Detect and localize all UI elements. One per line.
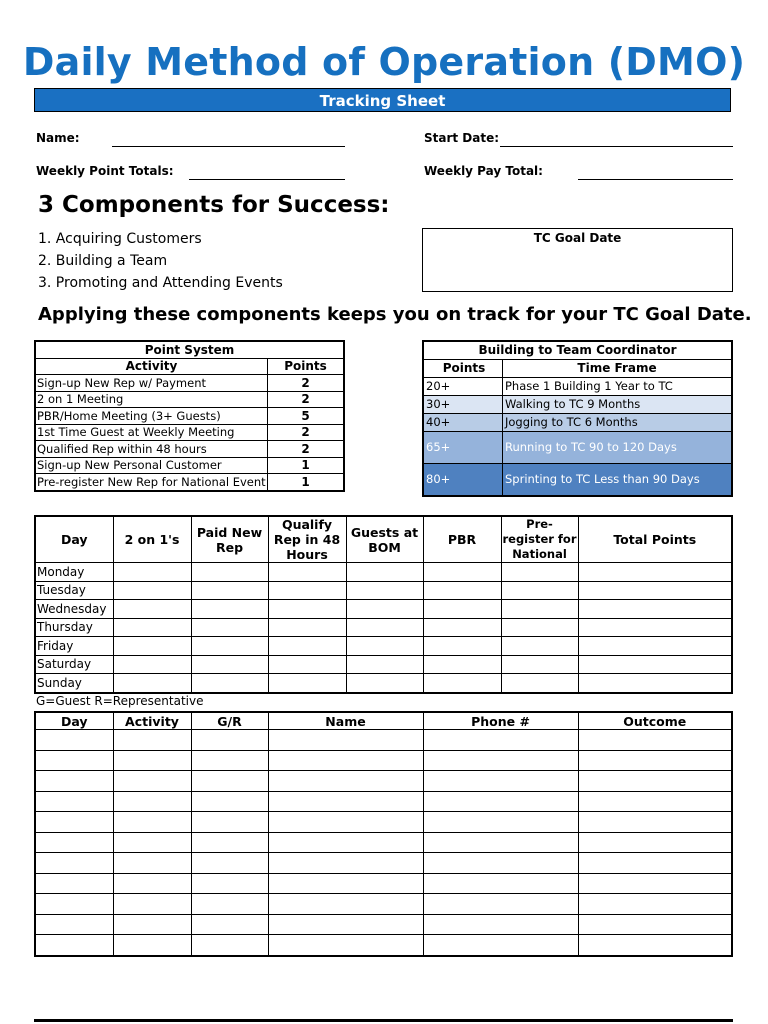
log-cell[interactable] [191,873,268,894]
log-cell[interactable] [113,935,191,956]
weekly-cell[interactable] [578,618,732,637]
tc-timeframe: Running to TC 90 to 120 Days [503,432,733,464]
point-activity: Pre-register New Rep for National Event [37,474,266,489]
weekly-header: Paid New Rep [191,516,268,563]
log-cell[interactable] [423,730,578,751]
weekly-pay-label: Weekly Pay Total: [424,164,543,178]
weekly-cell[interactable] [501,637,578,656]
log-cell[interactable] [191,771,268,792]
weekly-cell[interactable] [268,600,346,619]
log-cell[interactable] [191,730,268,751]
weekly-cell[interactable] [191,674,268,693]
weekly-cell[interactable] [191,618,268,637]
tc-row [423,432,732,464]
log-cell[interactable] [268,812,423,833]
log-cell[interactable] [578,914,732,935]
tc-points: 65+ [423,432,503,464]
weekly-header: Total Points [578,516,732,563]
weekly-cell[interactable] [346,563,423,582]
weekly-cell[interactable] [423,637,501,656]
weekly-row [35,581,732,600]
weekly-cell[interactable] [268,581,346,600]
log-cell[interactable] [578,832,732,853]
log-cell[interactable] [35,935,113,956]
weekly-cell[interactable] [423,655,501,674]
log-row [35,894,732,915]
log-cell[interactable] [578,894,732,915]
log-cell[interactable] [191,853,268,874]
weekly-header: Guests at BOM [346,516,423,563]
log-cell[interactable] [268,873,423,894]
tc-points: 20+ [423,378,503,396]
point-row [35,391,344,408]
tc-points: 40+ [423,414,503,432]
weekly-cell[interactable] [268,655,346,674]
weekly-header: PBR [423,516,501,563]
log-cell[interactable] [35,771,113,792]
log-header: Activity [113,712,191,730]
log-cell[interactable] [268,853,423,874]
log-cell[interactable] [35,873,113,894]
tc-timeframe: Jogging to TC 6 Months [503,414,733,432]
weekly-cell[interactable] [501,600,578,619]
component-item: 1. Acquiring Customers [38,231,202,247]
log-cell[interactable] [191,935,268,956]
tc-timeframe: Walking to TC 9 Months [503,396,733,414]
log-cell[interactable] [35,914,113,935]
weekly-cell[interactable] [501,563,578,582]
log-cell[interactable] [113,771,191,792]
weekly-cell[interactable] [578,637,732,656]
weekly-cell[interactable] [578,600,732,619]
point-activity: Sign-up New Personal Customer [35,457,268,474]
log-cell[interactable] [423,914,578,935]
log-cell[interactable] [113,730,191,751]
points-header: Points [268,358,345,375]
tc-points: 30+ [423,396,503,414]
log-cell[interactable] [423,853,578,874]
weekly-cell[interactable] [268,563,346,582]
tc-timeframe: Phase 1 Building 1 Year to TC [503,378,733,396]
team-coordinator-title: Building to Team Coordinator [423,341,732,360]
log-cell[interactable] [113,873,191,894]
point-value: 2 [268,375,345,392]
tc-points-header: Points [423,360,503,378]
log-cell[interactable] [578,791,732,812]
weekly-pay-field[interactable] [578,179,733,180]
weekly-row [35,618,732,637]
weekly-points-label: Weekly Point Totals: [36,164,174,178]
point-row [35,408,344,425]
weekly-cell[interactable] [578,674,732,693]
log-cell[interactable] [113,894,191,915]
log-cell[interactable] [268,771,423,792]
weekly-header: Pre-register for National [502,517,577,561]
log-cell[interactable] [268,914,423,935]
log-cell[interactable] [268,750,423,771]
log-cell[interactable] [35,894,113,915]
weekly-cell[interactable] [501,674,578,693]
log-cell[interactable] [578,873,732,894]
log-cell[interactable] [191,832,268,853]
weekly-day: Thursday [35,618,113,637]
tc-row [423,414,732,432]
point-activity: 2 on 1 Meeting [35,391,268,408]
log-cell[interactable] [268,791,423,812]
weekly-day: Friday [35,637,113,656]
log-cell[interactable] [423,873,578,894]
log-header: G/R [191,712,268,730]
log-cell[interactable] [191,791,268,812]
bottom-divider [34,1019,733,1022]
log-header: Phone # [423,712,578,730]
tc-goal-date-box[interactable] [422,228,733,292]
component-item: 2. Building a Team [38,253,168,269]
point-row [35,457,344,474]
weekly-cell[interactable] [423,674,501,693]
weekly-cell[interactable] [346,674,423,693]
activity-log-table [34,711,733,957]
log-cell[interactable] [113,853,191,874]
applying-statement: Applying these components keeps you on track for your TC Goal Date. [38,304,752,325]
point-activity: Sign-up New Rep w/ Payment [35,375,268,392]
point-row [35,375,344,392]
log-cell[interactable] [35,832,113,853]
legend-text: G=Guest R=Representative [36,694,204,708]
log-cell[interactable] [423,791,578,812]
log-row [35,935,732,956]
tc-points: 80+ [423,464,503,497]
log-cell[interactable] [113,832,191,853]
name-label: Name: [36,131,80,145]
weekly-day: Wednesday [35,600,113,619]
tc-goal-date-label: TC Goal Date [533,231,622,245]
weekly-cell[interactable] [113,563,191,582]
log-cell[interactable] [35,812,113,833]
log-cell[interactable] [35,750,113,771]
weekly-tracking-table [34,515,733,694]
weekly-cell[interactable] [501,581,578,600]
log-cell[interactable] [113,791,191,812]
log-row [35,730,732,751]
weekly-cell[interactable] [113,637,191,656]
team-coordinator-table [422,340,733,497]
log-row [35,812,732,833]
log-cell[interactable] [423,832,578,853]
weekly-row [35,655,732,674]
log-row [35,832,732,853]
log-cell[interactable] [268,894,423,915]
tc-row [423,378,732,396]
weekly-points-field[interactable] [189,179,345,180]
weekly-cell[interactable] [191,600,268,619]
point-row [35,441,344,458]
log-row [35,873,732,894]
tc-row [423,464,732,497]
weekly-cell[interactable] [113,674,191,693]
name-field[interactable] [112,146,345,147]
components-heading: 3 Components for Success: [38,192,390,218]
log-header: Day [35,712,113,730]
weekly-cell[interactable] [191,637,268,656]
log-cell[interactable] [423,771,578,792]
log-cell[interactable] [268,730,423,751]
log-row [35,791,732,812]
weekly-cell[interactable] [423,618,501,637]
weekly-row [35,563,732,582]
point-value: 2 [268,424,345,441]
point-activity: Qualified Rep within 48 hours [35,441,268,458]
log-cell[interactable] [578,750,732,771]
log-cell[interactable] [268,935,423,956]
weekly-cell[interactable] [191,581,268,600]
point-value: 2 [268,441,345,458]
weekly-cell[interactable] [501,655,578,674]
point-value: 2 [268,391,345,408]
log-cell[interactable] [578,812,732,833]
log-row [35,750,732,771]
weekly-cell[interactable] [268,637,346,656]
weekly-cell[interactable] [501,618,578,637]
point-row [35,474,344,491]
log-cell[interactable] [35,853,113,874]
tc-timeframe: Sprinting to TC Less than 90 Days [503,464,733,497]
log-cell[interactable] [423,812,578,833]
weekly-day: Saturday [35,655,113,674]
weekly-row [35,674,732,693]
log-cell[interactable] [191,914,268,935]
log-cell[interactable] [423,935,578,956]
log-cell[interactable] [268,832,423,853]
point-system-table [34,340,345,492]
weekly-row [35,637,732,656]
weekly-cell[interactable] [346,581,423,600]
weekly-cell[interactable] [423,581,501,600]
weekly-header: Day [35,516,113,563]
log-cell[interactable] [578,853,732,874]
weekly-day: Monday [35,563,113,582]
tracking-sheet-banner: Tracking Sheet [34,88,731,112]
weekly-cell[interactable] [113,581,191,600]
log-cell[interactable] [191,750,268,771]
tc-row [423,396,732,414]
log-row [35,771,732,792]
page-title: Daily Method of Operation (DMO) [22,40,746,84]
point-row [35,424,344,441]
log-cell[interactable] [191,894,268,915]
component-item: 3. Promoting and Attending Events [38,275,283,291]
weekly-cell[interactable] [191,655,268,674]
log-row [35,914,732,935]
weekly-cell[interactable] [346,655,423,674]
weekly-cell[interactable] [578,581,732,600]
weekly-cell[interactable] [346,618,423,637]
start-date-field[interactable] [500,146,733,147]
log-cell[interactable] [578,771,732,792]
weekly-day: Tuesday [35,581,113,600]
weekly-cell[interactable] [423,563,501,582]
weekly-header: 2 on 1's [113,516,191,563]
log-cell[interactable] [578,730,732,751]
point-system-title: Point System [35,341,344,358]
log-row [35,853,732,874]
point-value: 5 [268,408,345,425]
point-activity: PBR/Home Meeting (3+ Guests) [35,408,268,425]
point-value: 1 [268,457,345,474]
weekly-day: Sunday [35,674,113,693]
log-header: Name [268,712,423,730]
log-header: Outcome [578,712,732,730]
activity-header: Activity [35,358,268,375]
log-cell[interactable] [113,812,191,833]
weekly-cell[interactable] [578,563,732,582]
weekly-cell[interactable] [346,600,423,619]
log-cell[interactable] [578,935,732,956]
start-date-label: Start Date: [424,131,500,145]
weekly-cell[interactable] [346,637,423,656]
weekly-cell[interactable] [268,674,346,693]
log-cell[interactable] [423,894,578,915]
weekly-cell[interactable] [113,655,191,674]
log-cell[interactable] [113,750,191,771]
weekly-header: Qualify Rep in 48 Hours [268,516,346,563]
weekly-cell[interactable] [113,618,191,637]
log-cell[interactable] [35,730,113,751]
log-cell[interactable] [423,750,578,771]
point-value: 1 [268,474,345,491]
weekly-cell[interactable] [113,600,191,619]
weekly-row [35,600,732,619]
weekly-cell[interactable] [423,600,501,619]
point-activity: 1st Time Guest at Weekly Meeting [35,424,268,441]
weekly-cell[interactable] [578,655,732,674]
log-cell[interactable] [113,914,191,935]
log-cell[interactable] [35,791,113,812]
tc-timeframe-header: Time Frame [503,360,733,378]
log-cell[interactable] [191,812,268,833]
weekly-cell[interactable] [268,618,346,637]
weekly-cell[interactable] [191,563,268,582]
